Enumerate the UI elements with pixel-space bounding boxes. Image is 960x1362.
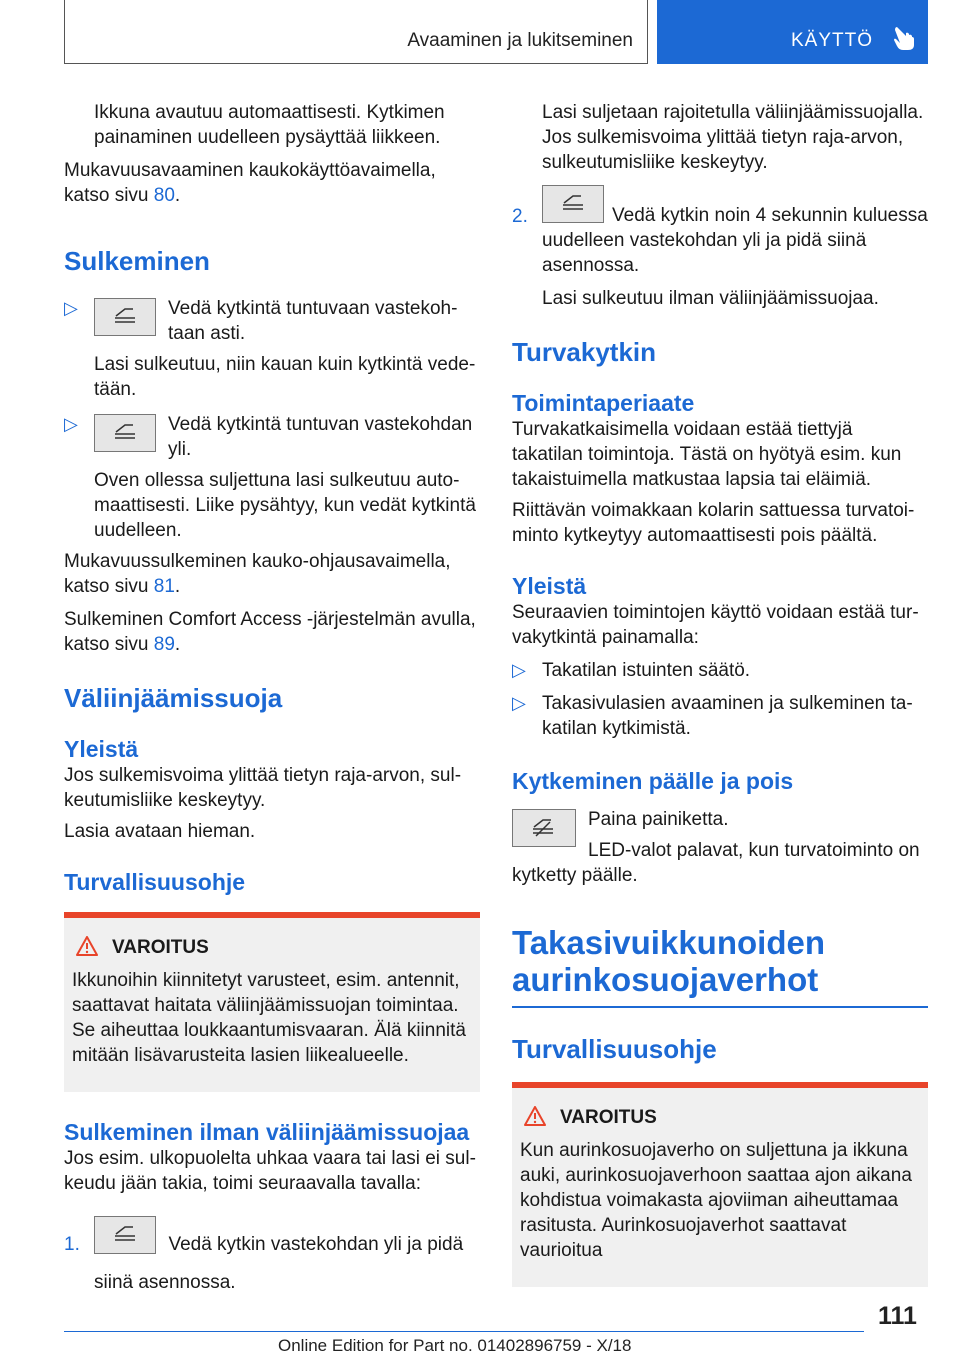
- step-text: Vedä kytkin vastekohdan yli ja pidä siinä asennossa.: [94, 1234, 464, 1293]
- paragraph-with-link: Sulkeminen Comfort Access -järjestelmän avulla, katso sivu 89.: [64, 609, 476, 655]
- warning-triangle-icon: [76, 936, 98, 956]
- triangle-bullet-icon: ▷: [64, 414, 78, 434]
- pointing-hand-icon: [893, 25, 915, 51]
- section-heading: Turvakytkin: [512, 337, 657, 367]
- warning-title: VAROITUS: [560, 1107, 657, 1128]
- list-item-subtext: Oven ollessa suljettuna lasi sulkeutuu automaattisesti. Liike pysähtyy, kun vedät kytkintä uudelleen.: [94, 470, 476, 541]
- section-heading: Turvallisuusohje: [512, 1034, 717, 1064]
- subsection-heading: Yleistä: [64, 736, 139, 762]
- footer-edition: Online Edition for Part no. 01402896759 - X/18: [278, 1336, 632, 1355]
- warning-text: Kun aurinkosuojaverho on suljettuna ja ikkuna auki, aurinkosuojaverhoon saattaa ajon aikana kohdistua voimakasta ajoviiman aiheuttamaa rasitusta. Aurinkosuojaverhot saattavat vaurioitua: [520, 1140, 912, 1261]
- paragraph: Seuraavien toimintojen käyttö voidaan estää turvakytkintä painamalla:: [512, 602, 919, 648]
- window-switch-icon: [94, 1216, 156, 1254]
- header-section-box: [64, 0, 648, 64]
- subsection-heading: Turvallisuusohje: [64, 869, 246, 895]
- step-text: Vedä kytkin noin 4 sekunnin kuluessa uudelleen vastekohdan yli ja pidä siinä asennossa.: [542, 205, 928, 276]
- page-link[interactable]: 80: [153, 185, 175, 206]
- step-subtext: Lasi sulkeutuu ilman väliinjäämissuojaa.: [542, 288, 879, 309]
- list-item-text: Takasivulasien avaaminen ja sulkeminen takatilan kytkimistä.: [542, 693, 913, 739]
- warning-title: VAROITUS: [112, 937, 209, 958]
- list-item: [64, 412, 480, 543]
- safety-switch-icon: [512, 809, 576, 847]
- section-heading: Väliinjäämissuoja: [64, 683, 283, 713]
- paragraph: Jos sulkemisvoima ylittää tietyn raja-arvon, sulkeutumisliike keskeytyy.: [64, 765, 462, 811]
- subsection-heading: Sulkeminen ilman väliinjäämissuojaa: [64, 1119, 470, 1145]
- paragraph: Turvakatkaisimella voidaan estää tiettyjä takatilan toimintoja. Tästä on hyötyä esim. kun takaistuimella matkustaa lapsia tai eläimiä.: [512, 419, 902, 490]
- list-item-text: Vedä kytkintä tuntuvaan vastekohtaan asti.: [168, 298, 458, 344]
- subsection-heading: Toimintaperiaate: [512, 390, 695, 416]
- paragraph: Paina painiketta.: [588, 809, 729, 830]
- list-item: [64, 296, 480, 402]
- triangle-bullet-icon: ▷: [64, 298, 78, 318]
- right-column: [512, 100, 928, 1287]
- header-chapter-title: KÄYTTÖ: [791, 30, 874, 51]
- header-section-title: Avaaminen ja lukitseminen: [407, 30, 633, 51]
- left-column: [64, 100, 480, 1293]
- step-item: [512, 185, 928, 311]
- subsection-heading: Kytkeminen päälle ja pois: [512, 768, 794, 794]
- paragraph: Riittävän voimakkaan kolarin sattuessa turvatoiminto kytkeytyy automaattisesti pois päältä.: [512, 500, 915, 546]
- section-heading: Sulkeminen: [64, 246, 210, 276]
- heading-rule: [512, 1006, 928, 1008]
- list-item-subtext: Lasi sulkeutuu, niin kauan kuin kytkintä vedetään.: [94, 354, 476, 400]
- window-switch-icon: [94, 298, 156, 336]
- warning-box: [512, 1082, 928, 1287]
- subsection-heading: Yleistä: [512, 573, 587, 599]
- paragraph: LED-valot palavat, kun turvatoiminto on kytketty päälle.: [512, 840, 920, 886]
- triangle-bullet-icon: ▷: [512, 660, 526, 680]
- paragraph: Ikkuna avautuu automaattisesti. Kytkimen painaminen uudelleen pysäyttää liikkeen.: [94, 102, 445, 148]
- footer-rule: [64, 1331, 864, 1332]
- window-switch-icon: [542, 185, 604, 223]
- warning-text: Ikkunoihin kiinnitetyt varusteet, esim. antennit, saattavat haitata väliinjäämissuojan toimintaa. Se aiheuttaa loukkaantumisvaaran. Älä kiinnitä mitään lisävarusteita lasien liikealueelle.: [72, 970, 466, 1066]
- step-number: 1.: [64, 1234, 80, 1255]
- paragraph: Jos esim. ulkopuolelta uhkaa vaara tai lasi ei sulkeudu jään takia, toimi seuraavalla tavalla:: [64, 1148, 476, 1194]
- list-item: [512, 691, 928, 741]
- page-link[interactable]: 89: [153, 634, 175, 655]
- chapter-heading: Takasivuikkunoiden aurinkosuojaverhot: [512, 924, 825, 998]
- page-number: 111: [878, 1302, 917, 1330]
- paragraph: Lasia avataan hieman.: [64, 821, 256, 842]
- header-chapter-tab: [657, 0, 928, 64]
- page-link[interactable]: 81: [153, 576, 175, 597]
- safety-switch-block: [512, 807, 928, 888]
- list-item-text: Vedä kytkintä tuntuvan vastekohdan yli.: [168, 414, 473, 460]
- paragraph: Lasi suljetaan rajoitetulla väliinjäämissuojalla. Jos sulkemisvoima ylittää tietyn raja-arvon, sulkeutumisliike keskeytyy.: [542, 102, 924, 173]
- step-number: 2.: [512, 206, 528, 227]
- list-item: [512, 658, 928, 683]
- step-item: [64, 1216, 480, 1293]
- paragraph-with-link: Mukavuussulkeminen kauko-ohjausavaimella, katso sivu 81.: [64, 551, 451, 597]
- list-item-text: Takatilan istuinten säätö.: [542, 660, 751, 681]
- window-switch-icon: [94, 414, 156, 452]
- warning-triangle-icon: [524, 1106, 546, 1126]
- triangle-bullet-icon: ▷: [512, 693, 526, 713]
- warning-box: [64, 912, 480, 1092]
- paragraph-with-link: Mukavuusavaaminen kaukokäyttöavaimella, katso sivu 80.: [64, 160, 436, 206]
